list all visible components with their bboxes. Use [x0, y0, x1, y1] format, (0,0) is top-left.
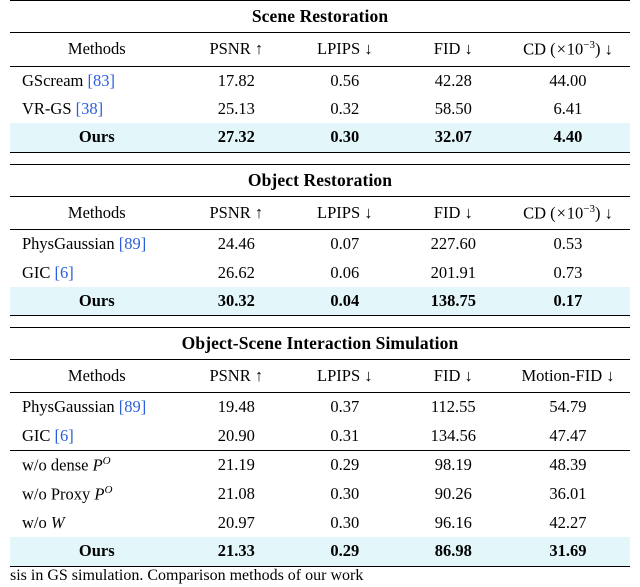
- method-name: PhysGaussian: [22, 397, 115, 417]
- row-method-label: [10, 259, 184, 287]
- row-method-label: [10, 95, 184, 123]
- table-object-scene-interaction: [10, 327, 630, 566]
- table-row: [10, 67, 630, 95]
- row-method-label: [10, 422, 184, 451]
- column-header-fid: FID ↓: [433, 202, 473, 222]
- row-method-label: Ours: [10, 123, 184, 152]
- row-method-label: Ours: [10, 537, 184, 566]
- cell-psnr: 25.13: [217, 99, 255, 119]
- cell-fid: 90.26: [434, 484, 472, 504]
- table-row: [10, 259, 630, 287]
- cell-psnr: 27.32: [184, 123, 289, 152]
- cell-fid: 58.50: [434, 99, 472, 119]
- citation-link[interactable]: [6]: [54, 425, 74, 445]
- column-header-cd: CD $(\times 10^{-3})$ ↓: [523, 39, 613, 59]
- cell-lpips: 0.06: [330, 262, 360, 282]
- section-title-row: [10, 328, 630, 360]
- cell-fid: 138.75: [401, 287, 506, 316]
- cell-lpips: 0.30: [330, 512, 360, 532]
- method-name: GScream: [22, 70, 84, 90]
- column-header-cd: CD $(\times 10^{-3})$ ↓: [523, 202, 613, 223]
- table-row-ours: [10, 287, 630, 316]
- row-method-label: w/o dense $P^O$: [22, 455, 111, 475]
- citation-link[interactable]: [6]: [54, 262, 74, 282]
- cell-cd: 0.17: [506, 287, 630, 316]
- citation-link[interactable]: [83]: [87, 70, 116, 90]
- cell-psnr: 24.46: [217, 234, 255, 254]
- cell-motion-fid: 31.69: [506, 537, 630, 566]
- table-header-row: [10, 197, 630, 230]
- cell-cd: 0.53: [553, 234, 583, 254]
- cell-motion-fid: 54.79: [549, 397, 587, 417]
- column-header-fid: FID ↓: [433, 366, 473, 386]
- cell-fid: 201.91: [430, 262, 476, 282]
- row-method-label: [10, 393, 184, 421]
- cell-fid: 86.98: [401, 537, 506, 566]
- section-title-row: [10, 165, 630, 197]
- table-row: [10, 230, 630, 258]
- cell-lpips: 0.37: [330, 397, 360, 417]
- column-header-motion-fid: Motion-FID ↓: [521, 366, 615, 386]
- cell-psnr: 26.62: [217, 262, 255, 282]
- method-name: PhysGaussian: [22, 234, 115, 254]
- cell-psnr: 21.08: [217, 484, 255, 504]
- citation-link[interactable]: [89]: [118, 234, 147, 254]
- table-gap: [0, 316, 640, 327]
- column-header-lpips: LPIPS ↓: [317, 366, 373, 386]
- cell-psnr: 30.32: [184, 287, 289, 316]
- table-header-row: [10, 360, 630, 393]
- cell-psnr: 20.90: [217, 425, 255, 445]
- row-method-label: [10, 230, 184, 258]
- cell-psnr: 21.33: [184, 537, 289, 566]
- column-header-methods: Methods: [67, 39, 126, 59]
- cell-fid: 227.60: [430, 234, 476, 254]
- section-title: Object-Scene Interaction Simulation: [181, 333, 459, 354]
- cell-cd: 4.40: [506, 123, 630, 152]
- cell-lpips: 0.31: [330, 425, 360, 445]
- cell-lpips: 0.30: [289, 123, 401, 152]
- row-method-label: [10, 67, 184, 95]
- row-method-label: Ours: [10, 287, 184, 316]
- caption-text: sis in GS simulation. Comparison methods of our work: [10, 567, 364, 584]
- cell-fid: 96.16: [434, 512, 472, 532]
- table-row: [10, 509, 630, 537]
- table-row: [10, 393, 630, 421]
- table-scene-restoration: [10, 0, 630, 153]
- column-header-methods: Methods: [67, 366, 126, 386]
- cell-cd: 0.73: [553, 262, 583, 282]
- column-header-psnr: PSNR ↑: [209, 366, 264, 386]
- cell-fid: 42.28: [434, 70, 472, 90]
- cell-lpips: 0.07: [330, 234, 360, 254]
- cell-psnr: 20.97: [217, 512, 255, 532]
- cell-fid: 32.07: [401, 123, 506, 152]
- table-header-row: [10, 33, 630, 66]
- citation-link[interactable]: [38]: [75, 99, 104, 119]
- cell-fid: 134.56: [430, 425, 476, 445]
- cell-cd: 44.00: [549, 70, 587, 90]
- cell-lpips: 0.32: [330, 99, 360, 119]
- cell-lpips: 0.56: [330, 70, 360, 90]
- method-name: GIC: [22, 425, 51, 445]
- cell-motion-fid: 48.39: [549, 455, 587, 475]
- column-header-methods: Methods: [67, 202, 126, 222]
- cell-motion-fid: 36.01: [549, 484, 587, 504]
- cell-cd: 6.41: [553, 99, 583, 119]
- column-header-psnr: PSNR ↑: [209, 39, 264, 59]
- column-header-lpips: LPIPS ↓: [317, 202, 373, 222]
- citation-link[interactable]: [89]: [118, 397, 147, 417]
- method-name: VR-GS: [22, 99, 72, 119]
- cell-fid: 112.55: [430, 397, 476, 417]
- row-method-label: w/o W: [22, 512, 65, 532]
- cell-motion-fid: 47.47: [549, 425, 587, 445]
- cell-lpips: 0.29: [289, 537, 401, 566]
- column-header-fid: FID ↓: [433, 39, 473, 59]
- column-header-lpips: LPIPS ↓: [317, 39, 373, 59]
- cell-psnr: 21.19: [217, 455, 255, 475]
- table-row: [10, 422, 630, 451]
- method-name: GIC: [22, 262, 51, 282]
- table-row-ours: [10, 537, 630, 566]
- section-title: Scene Restoration: [251, 6, 389, 26]
- table-row: [10, 95, 630, 123]
- cell-lpips: 0.04: [289, 287, 401, 316]
- column-header-psnr: PSNR ↑: [209, 202, 264, 222]
- cell-motion-fid: 42.27: [549, 512, 587, 532]
- table-object-restoration: [10, 164, 630, 317]
- table-row-ours: [10, 123, 630, 152]
- cell-lpips: 0.29: [330, 455, 360, 475]
- cell-psnr: 19.48: [217, 397, 255, 417]
- cell-fid: 98.19: [434, 455, 472, 475]
- cell-psnr: 17.82: [217, 70, 255, 90]
- table-gap: [0, 153, 640, 164]
- section-title-row: [10, 1, 630, 33]
- table-row: [10, 480, 630, 509]
- section-title: Object Restoration: [247, 169, 393, 190]
- table-row: [10, 451, 630, 480]
- row-method-label: w/o Proxy $P^O$: [22, 484, 113, 504]
- cell-lpips: 0.30: [330, 484, 360, 504]
